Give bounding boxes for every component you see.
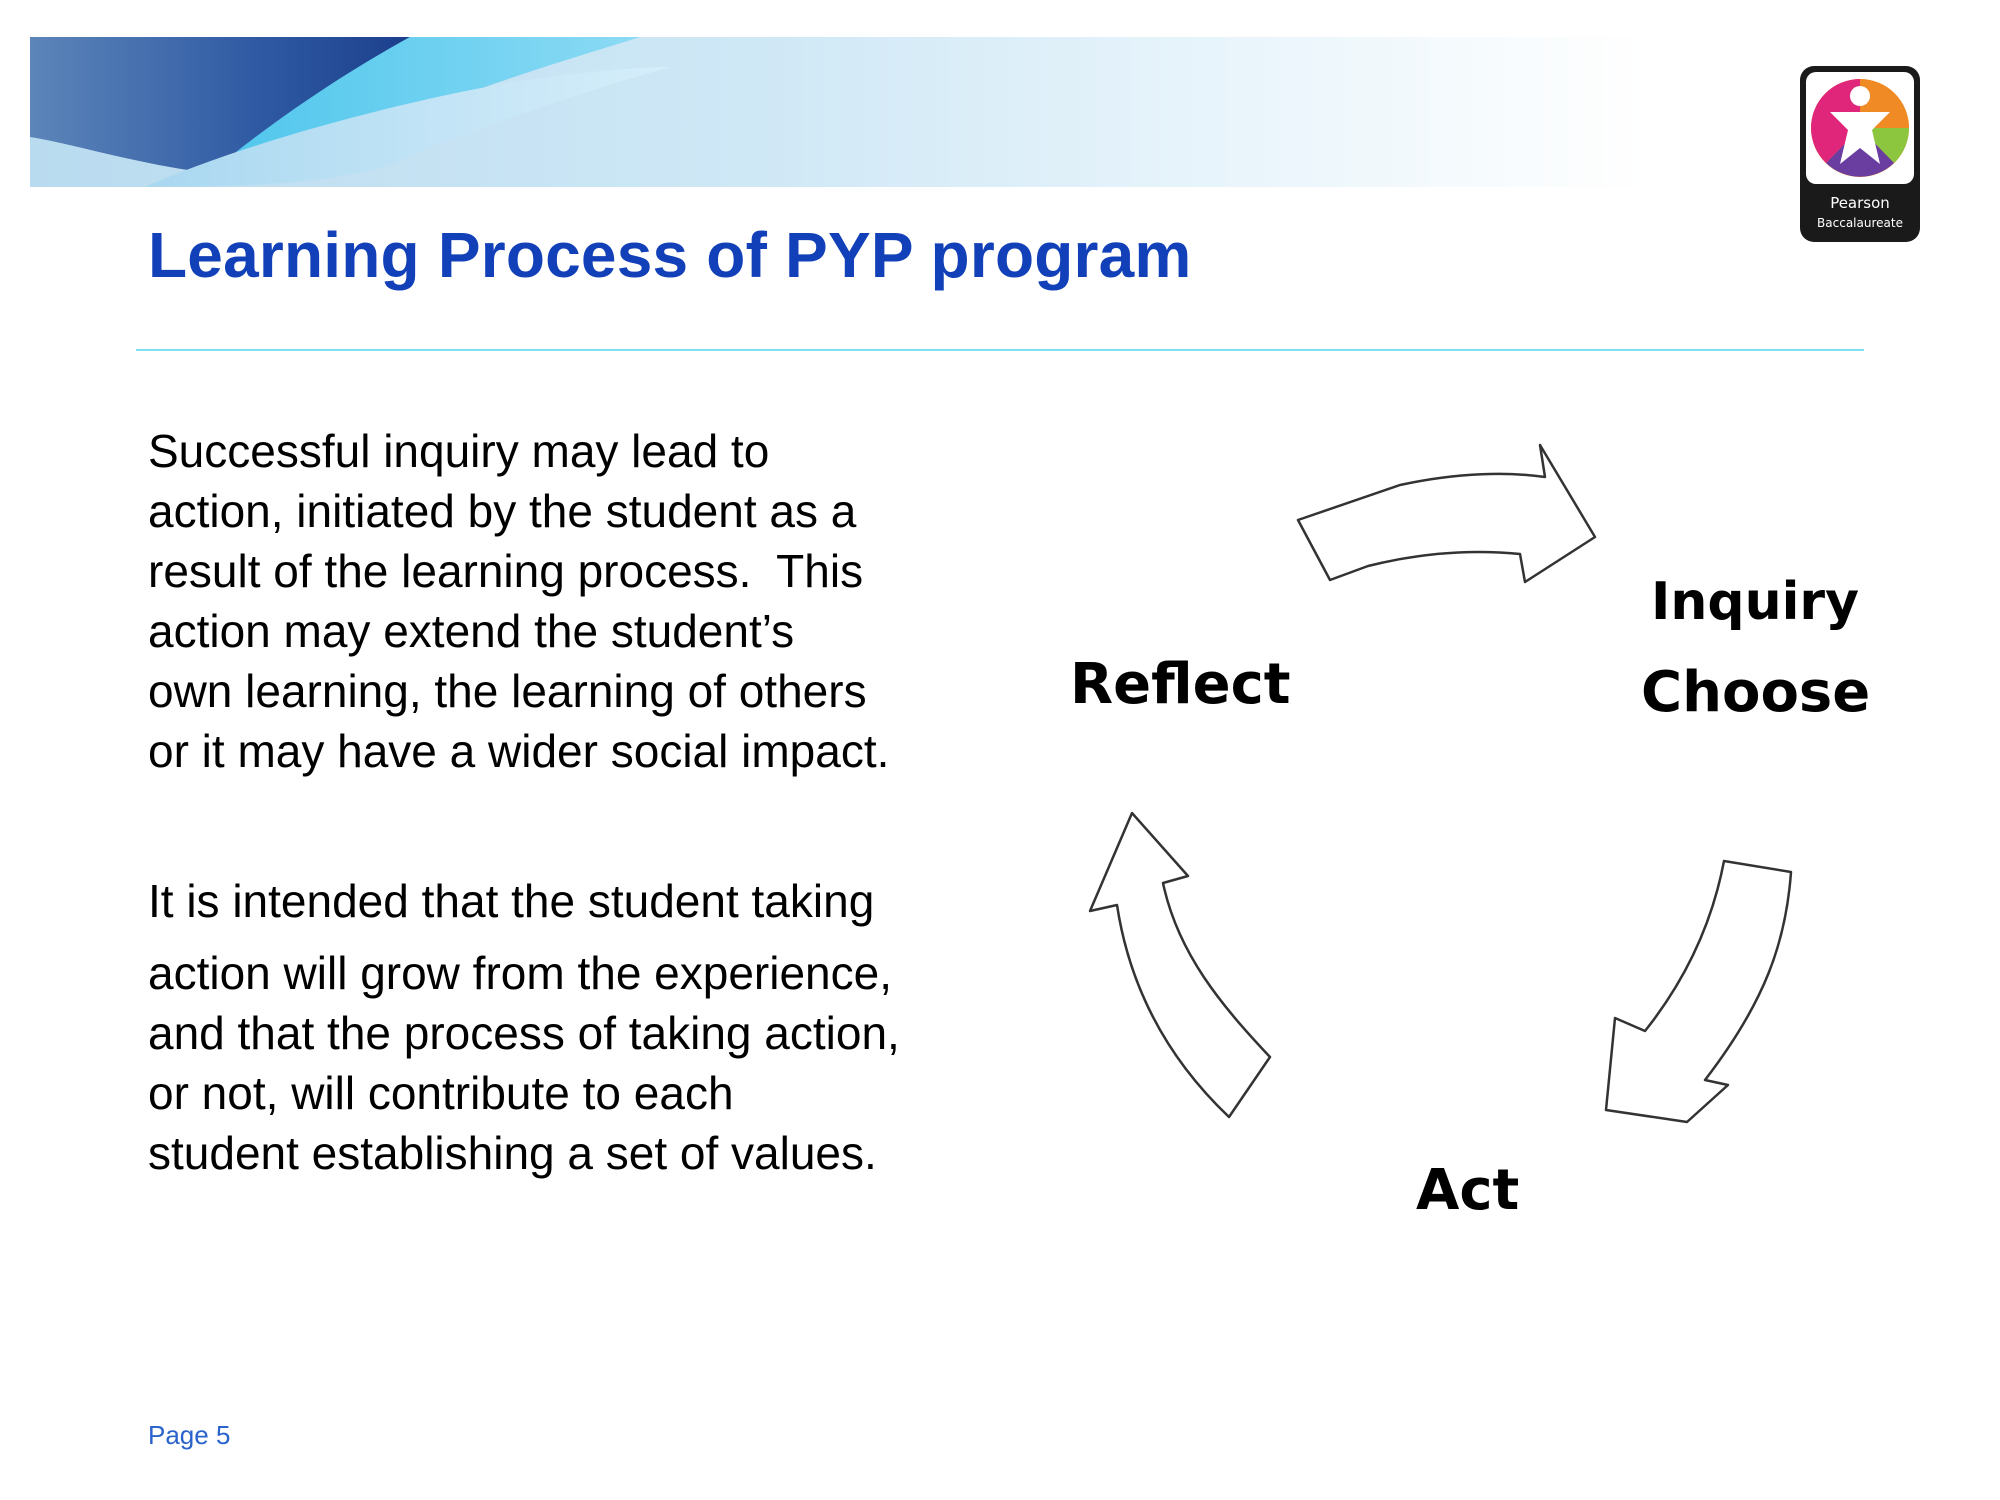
paragraph-2-line: student establishing a set of values.: [148, 1127, 877, 1179]
cycle-label-choose: Choose: [1641, 660, 1871, 725]
learning-cycle-diagram: [1050, 430, 1930, 1230]
pearson-baccalaureate-logo-icon: [1806, 72, 1914, 184]
paragraph-1-line: action may extend the student’s: [148, 605, 795, 657]
paragraph-2-line: or not, will contribute to each: [148, 1067, 734, 1119]
paragraph-1-line: action, initiated by the student as a: [148, 485, 857, 537]
logo-text-baccalaureate: Baccalaureate: [1817, 216, 1903, 230]
logo-text-pearson: Pearson: [1830, 194, 1890, 212]
header-banner: [30, 25, 1650, 195]
page-title: Learning Process of PYP program: [148, 219, 1192, 291]
curved-arrow-icon: [1090, 813, 1270, 1117]
paragraph-2-line: It is intended that the student taking: [148, 875, 875, 927]
paragraph-1-line: or it may have a wider social impact.: [148, 725, 890, 777]
paragraph-1-line: own learning, the learning of others: [148, 665, 867, 717]
paragraph-1-line: result of the learning process. This: [148, 545, 864, 597]
page-number: Page 5: [148, 1420, 231, 1450]
cycle-label-act: Act: [1416, 1158, 1520, 1223]
curved-arrow-icon: [1606, 861, 1791, 1122]
cycle-label-reflect: Reflect: [1070, 652, 1291, 717]
paragraph-2-line: and that the process of taking action,: [148, 1007, 900, 1059]
pearson-baccalaureate-logo: [1800, 66, 1920, 242]
curved-arrow-icon: [1298, 445, 1595, 582]
cycle-label-inquiry: Inquiry: [1651, 572, 1859, 632]
body-paragraph-1: [148, 421, 1028, 781]
paragraph-2-line: action will grow from the experience,: [148, 947, 892, 999]
paragraph-1-line: Successful inquiry may lead to: [148, 425, 770, 477]
title-divider: [136, 349, 1864, 351]
body-paragraph-2: [148, 871, 1028, 1183]
